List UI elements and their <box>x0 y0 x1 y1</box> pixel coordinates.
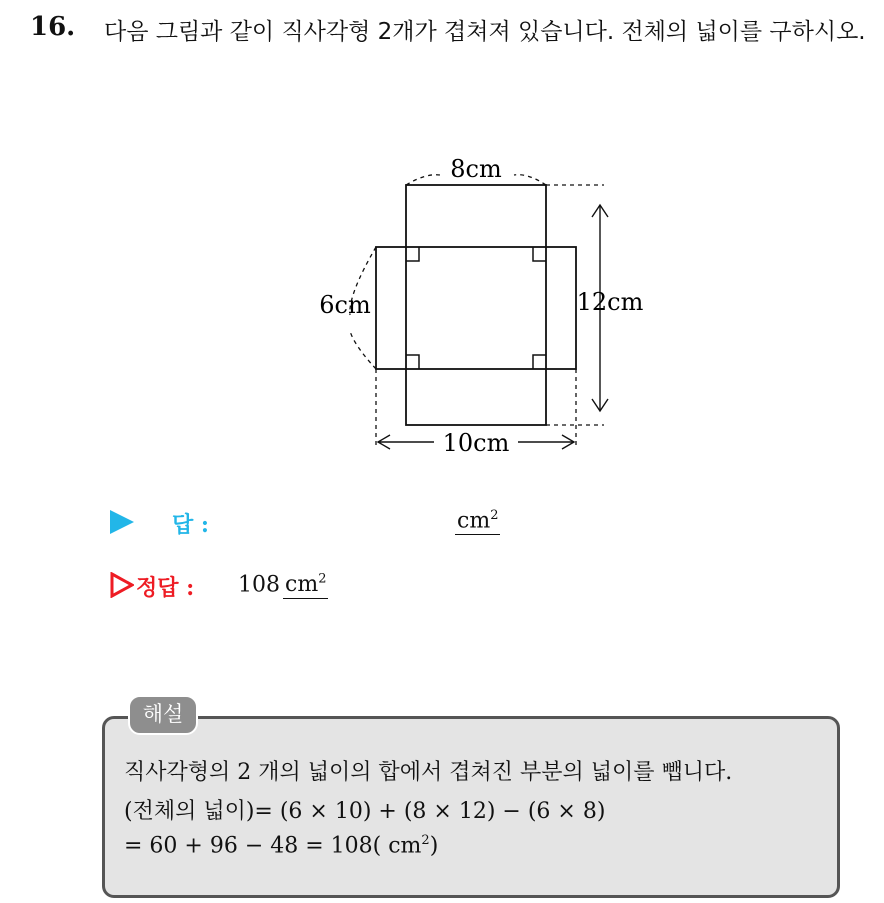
overlapping-rectangles-figure <box>290 145 660 475</box>
correct-unit-exponent: 2 <box>318 572 327 587</box>
answer-arrow-icon <box>110 510 134 534</box>
vertical-rectangle <box>406 185 546 425</box>
right-angle-marks <box>406 247 546 369</box>
question-text: 다음 그림과 같이 직사각형 2개가 겹쳐져 있습니다. 전체의 넓이를 구하시오. <box>104 19 866 45</box>
dimension-extension-lines <box>350 175 604 447</box>
correct-unit-wrap <box>283 572 328 599</box>
label-left-height: 6cm <box>319 291 371 319</box>
correct-label: 정답 : <box>136 575 195 601</box>
explanation-line-1: 직사각형의 2 개의 넓이의 합에서 겹쳐진 부분의 넓이를 뺍니다. <box>124 760 733 785</box>
answer-unit-exponent: 2 <box>490 508 499 523</box>
label-bottom-width: 10cm <box>442 429 510 457</box>
explanation-line-3 <box>124 833 438 858</box>
label-right-height: 12cm <box>576 288 644 316</box>
correct-unit: cm <box>285 572 319 598</box>
answer-blank-unit[interactable] <box>455 508 500 535</box>
correct-arrow-icon <box>110 572 134 598</box>
correct-value: 108 <box>238 572 280 598</box>
explanation-line-3-exponent: 2 <box>421 833 430 848</box>
explanation-line-3-main: = 60 + 96 − 48 = 108( cm <box>124 833 422 859</box>
explanation-tab: 해설 <box>128 695 198 735</box>
explanation-line-3-close: ) <box>429 833 439 859</box>
explanation-line-2: (전체의 넓이)= (6 × 10) + (8 × 12) − (6 × 8) <box>124 799 606 824</box>
question-number: 16. <box>30 12 76 42</box>
answer-label: 답 : <box>172 512 210 538</box>
answer-unit: cm <box>457 508 491 534</box>
label-top-width: 8cm <box>450 155 502 183</box>
correct-answer <box>238 572 328 597</box>
